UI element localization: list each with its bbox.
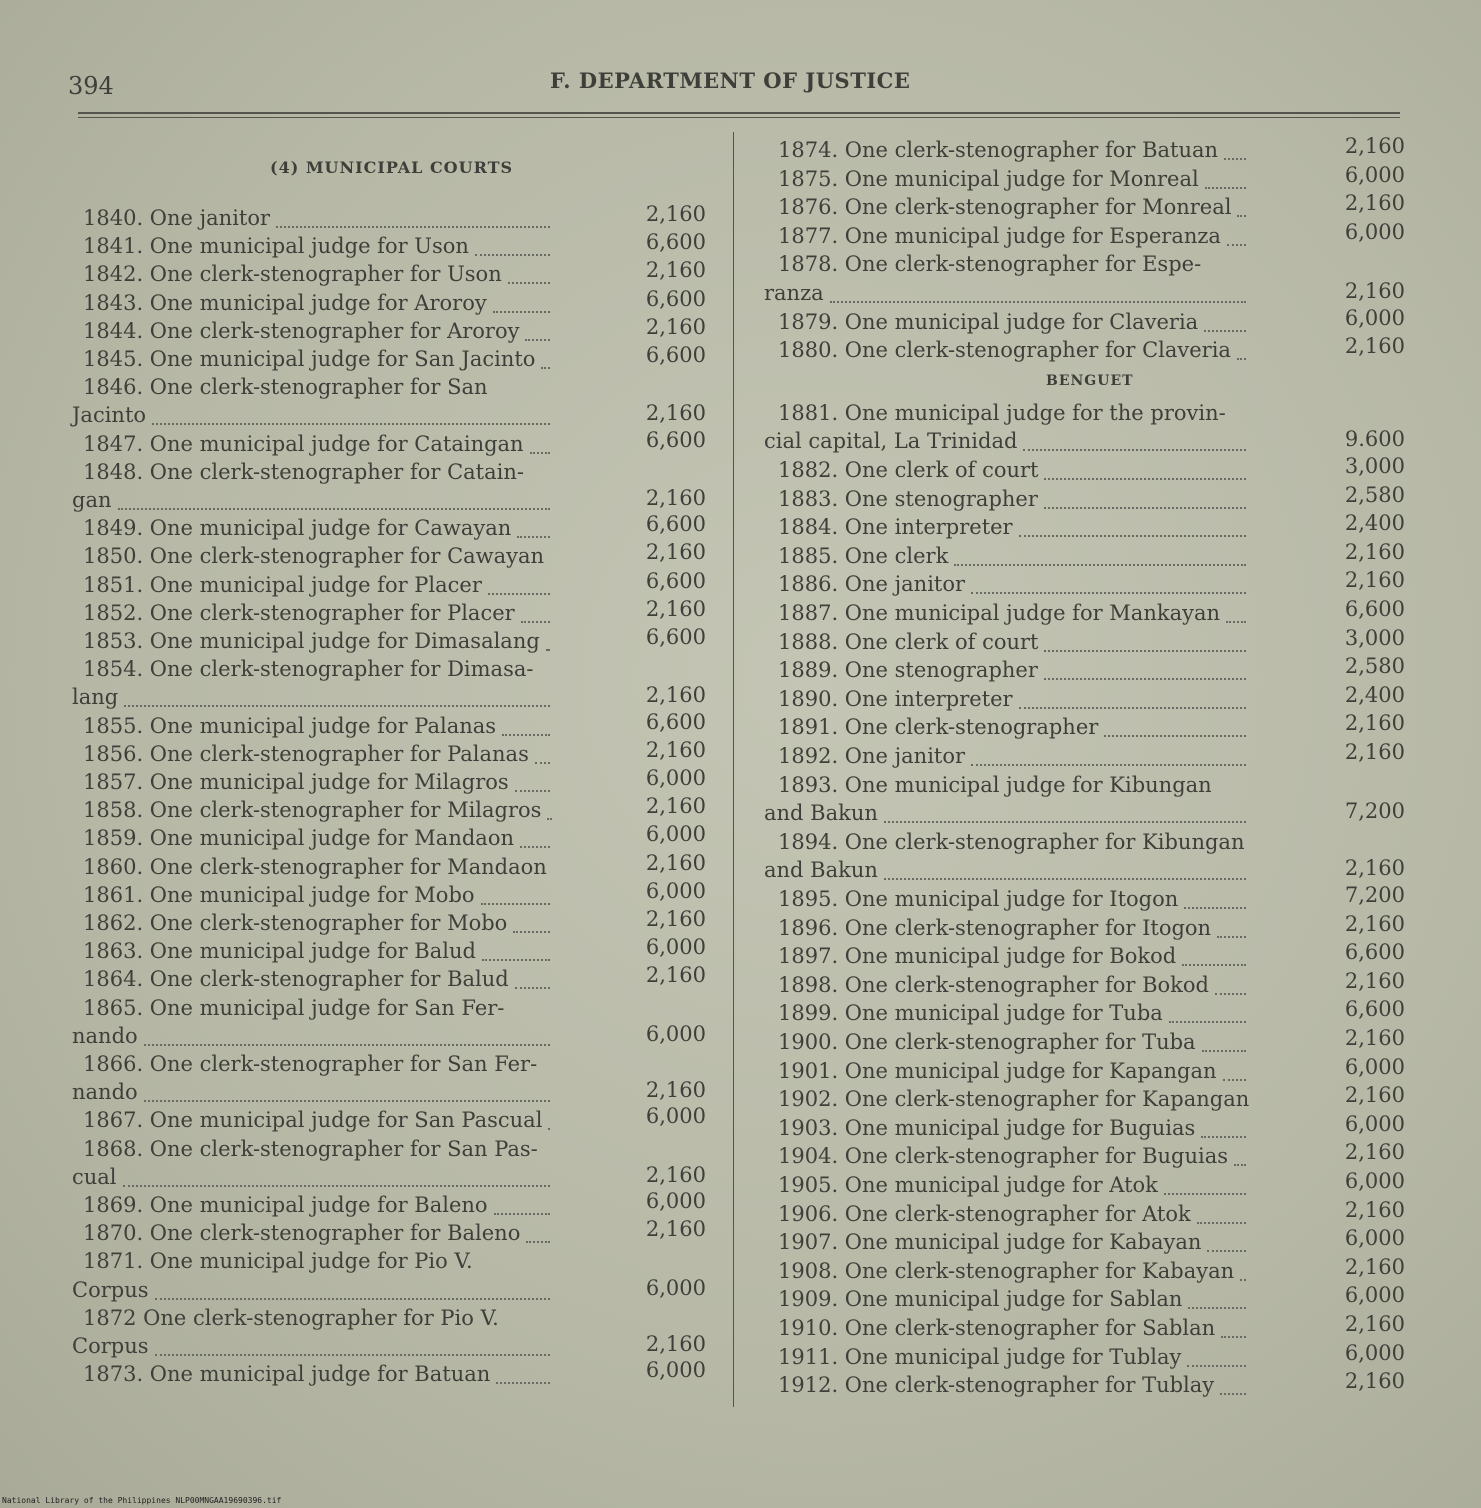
appropriation-item — [66, 625, 726, 657]
leader-dots — [1237, 358, 1246, 360]
item-text: 1894. One clerk-stenographer for Kibungan — [778, 829, 1245, 854]
item-text: 1845. One municipal judge for San Jacinto — [83, 347, 536, 371]
leader-dots — [494, 1213, 550, 1215]
item-amount: 6,600 — [645, 625, 706, 649]
item-amount: 6,000 — [1344, 162, 1405, 187]
leader-dots — [517, 536, 550, 538]
item-amount: 6,000 — [645, 1189, 706, 1213]
item-text: 1867. One municipal judge for San Pascual — [83, 1108, 543, 1133]
item-text: 1901. One municipal judge for Kapangan — [778, 1058, 1217, 1083]
appropriation-item — [760, 940, 1410, 972]
leader-dots — [1223, 1079, 1247, 1081]
item-text: 1846. One clerk-stenographer for San — [83, 375, 488, 400]
item-amount: 2,160 — [1344, 1254, 1405, 1279]
leader-dots — [1169, 1021, 1246, 1023]
leader-dots — [513, 931, 550, 933]
item-text: 1857. One municipal judge for Milagros — [83, 770, 509, 794]
leader-dots — [1221, 1336, 1246, 1338]
item-text: 1878. One clerk-stenographer for Espe- — [778, 252, 1202, 277]
item-text: 1892. One janitor — [778, 744, 966, 768]
item-amount: 6,600 — [645, 512, 706, 537]
appropriation-item — [760, 883, 1410, 915]
item-text: 1863. One municipal judge for Balud — [83, 939, 476, 964]
item-text: 1907. One municipal judge for Kabayan — [778, 1230, 1202, 1255]
item-amount: 2,160 — [1344, 1140, 1405, 1165]
item-text-continued: nando — [72, 1080, 138, 1105]
item-amount: 2,160 — [645, 258, 706, 283]
item-amount: 9.600 — [1344, 427, 1405, 452]
leader-dots — [971, 764, 1246, 766]
item-text: 1858. One clerk-stenographer for Milagros — [83, 798, 542, 823]
item-text: 1873. One municipal judge for Batuan — [83, 1362, 491, 1387]
appropriation-item — [760, 511, 1410, 543]
appropriation-item — [760, 482, 1410, 515]
item-amount: 6,000 — [1344, 1340, 1405, 1365]
appropriation-item — [760, 400, 1410, 454]
leader-dots — [123, 1185, 550, 1187]
item-amount: 6,000 — [645, 1021, 706, 1046]
item-text: 1909. One municipal judge for Sablan — [778, 1287, 1183, 1312]
appropriation-item — [66, 343, 726, 375]
item-text: 1872 One clerk-stenographer for Pio V. — [83, 1305, 499, 1330]
leader-dots — [830, 301, 1246, 303]
item-amount: 2,160 — [1344, 1026, 1405, 1050]
leader-dots — [493, 311, 550, 313]
item-amount: 2,160 — [1344, 278, 1405, 303]
appropriation-item — [760, 219, 1410, 252]
leader-dots — [1019, 535, 1246, 537]
appropriation-item — [760, 1340, 1410, 1373]
item-amount: 6,000 — [1344, 1111, 1405, 1136]
item-amount: 6,600 — [645, 709, 706, 734]
item-text: 1874. One clerk-stenographer for Batuan — [778, 138, 1219, 162]
appropriation-item — [760, 1026, 1410, 1058]
leader-dots — [1044, 650, 1246, 652]
appropriation-item — [760, 1369, 1410, 1401]
leader-dots — [1234, 1164, 1246, 1166]
leader-dots — [508, 282, 550, 284]
item-amount: 2,160 — [645, 737, 706, 762]
appropriation-item — [760, 968, 1410, 1001]
item-amount: 2,160 — [645, 850, 706, 875]
leader-dots — [1227, 244, 1246, 246]
appropriation-item — [760, 682, 1410, 715]
leader-dots — [144, 1044, 550, 1046]
item-text: 1906. One clerk-stenographer for Atok — [778, 1201, 1191, 1226]
running-head-title: F. DEPARTMENT OF JUSTICE — [550, 68, 911, 93]
leader-dots — [971, 592, 1246, 594]
item-amount: 2,160 — [1344, 1083, 1405, 1108]
leader-dots — [1215, 993, 1246, 995]
item-amount: 2,580 — [1344, 482, 1405, 507]
appropriation-item — [66, 1305, 726, 1358]
leader-dots — [548, 1128, 550, 1130]
leader-dots — [546, 649, 550, 651]
appropriation-item — [760, 334, 1410, 366]
item-text: 1877. One municipal judge for Esperanza — [778, 223, 1221, 248]
item-text: 1864. One clerk-stenographer for Balud — [83, 967, 509, 992]
item-text: 1842. One clerk-stenographer for Uson — [83, 262, 502, 287]
item-text: 1860. One clerk-stenographer for Mandaon — [83, 854, 547, 879]
item-amount: 6,000 — [1344, 305, 1405, 330]
item-amount: 2,400 — [1344, 682, 1405, 707]
appropriation-item — [66, 1217, 726, 1249]
leader-dots — [118, 508, 551, 510]
item-amount: 2,160 — [645, 963, 706, 988]
item-amount: 6,000 — [1344, 1226, 1405, 1251]
leader-dots — [1217, 936, 1246, 938]
item-text: 1868. One clerk-stenographer for San Pas- — [83, 1136, 538, 1161]
item-text: 1876. One clerk-stenographer for Monreal — [778, 195, 1232, 220]
item-amount: 2,160 — [1344, 856, 1405, 881]
item-amount: 6,000 — [645, 935, 706, 960]
item-text: 1908. One clerk-stenographer for Kabayan — [778, 1258, 1235, 1283]
item-amount: 2,160 — [645, 1078, 706, 1103]
appropriation-item — [66, 375, 726, 428]
item-text-continued: nando — [72, 1023, 138, 1048]
item-text: 1865. One municipal judge for San Fer- — [83, 995, 505, 1020]
item-amount: 2,160 — [1344, 334, 1405, 359]
item-text: 1847. One municipal judge for Cataingan — [83, 431, 524, 456]
appropriation-item — [760, 711, 1410, 743]
appropriation-item — [760, 252, 1410, 305]
item-amount: 2,160 — [645, 683, 706, 708]
appropriation-item — [760, 1054, 1410, 1087]
item-amount: 6,000 — [645, 822, 706, 847]
item-text: 1899. One municipal judge for Tuba — [778, 1001, 1163, 1026]
item-amount: 2,160 — [1344, 539, 1405, 564]
appropriation-item — [760, 772, 1410, 826]
item-amount: 7,200 — [1344, 799, 1405, 824]
item-text: 1902. One clerk-stenographer for Kapangan — [778, 1087, 1250, 1112]
item-amount: 2,580 — [1344, 654, 1405, 679]
item-text: 1859. One municipal judge for Mandaon — [83, 826, 514, 851]
appropriation-item — [760, 597, 1410, 629]
item-amount: 6,000 — [1344, 1169, 1405, 1193]
item-text: 1883. One stenographer — [778, 486, 1038, 511]
appropriation-item — [760, 162, 1410, 195]
leader-dots — [1197, 1222, 1246, 1224]
page-number: 394 — [68, 72, 114, 100]
item-text-continued: Corpus — [72, 1333, 149, 1358]
item-text: 1889. One stenographer — [778, 658, 1038, 683]
item-text-continued: cual — [72, 1164, 117, 1189]
item-amount: 6,000 — [1344, 1283, 1405, 1308]
appropriation-item — [760, 134, 1410, 166]
appropriation-item — [66, 1104, 726, 1136]
appropriation-item — [760, 1283, 1410, 1315]
item-amount: 2,160 — [1344, 968, 1405, 993]
leader-dots — [884, 878, 1246, 880]
leader-dots — [488, 593, 550, 595]
leader-dots — [1019, 707, 1246, 709]
leader-dots — [1104, 735, 1246, 737]
item-text: 1895. One municipal judge for Itogon — [778, 887, 1179, 911]
leader-dots — [276, 226, 550, 228]
appropriation-item — [66, 963, 726, 995]
appropriation-item — [760, 997, 1410, 1029]
header-rule-thin — [78, 117, 1400, 118]
item-text: 1887. One municipal judge for Mankayan — [778, 601, 1221, 625]
scan-footer-note: National Library of the Philippines NLP00MNGAA19690396.tif — [2, 1496, 282, 1505]
item-amount: 6,000 — [645, 1358, 706, 1383]
appropriation-item — [66, 427, 726, 460]
leader-dots — [1164, 1193, 1246, 1195]
leader-dots — [1201, 1136, 1246, 1138]
leader-dots — [1182, 964, 1246, 966]
item-text: 1904. One clerk-stenographer for Buguias — [778, 1144, 1229, 1169]
item-amount: 2,160 — [645, 540, 706, 565]
item-text: 1881. One municipal judge for the provin- — [778, 400, 1226, 425]
item-amount: 6,000 — [1344, 219, 1405, 244]
item-text: 1856. One clerk-stenographer for Palanas — [83, 741, 529, 766]
item-text: 1888. One clerk of court — [778, 629, 1039, 654]
leader-dots — [1023, 449, 1246, 451]
item-amount: 6,600 — [645, 286, 706, 311]
item-amount: 6,000 — [1344, 1054, 1405, 1079]
leader-dots — [515, 790, 550, 792]
appropriation-item — [760, 454, 1410, 486]
leader-dots — [530, 452, 550, 454]
appropriation-item — [760, 1197, 1410, 1230]
item-amount: 2,160 — [1344, 911, 1405, 936]
item-amount: 6,000 — [645, 1275, 706, 1300]
leader-dots — [1237, 215, 1246, 217]
item-text: 1862. One clerk-stenographer for Mobo — [83, 911, 508, 935]
item-text: 1871. One municipal judge for Pio V. — [83, 1249, 473, 1274]
appropriation-item — [760, 305, 1410, 338]
leader-dots — [1044, 678, 1246, 680]
item-text: 1898. One clerk-stenographer for Bokod — [778, 972, 1209, 997]
item-text: 1870. One clerk-stenographer for Baleno — [83, 1221, 521, 1246]
item-text: 1880. One clerk-stenographer for Claveria — [778, 338, 1231, 363]
item-text: 1893. One municipal judge for Kibungan — [778, 772, 1212, 797]
item-amount: 6,600 — [1344, 997, 1405, 1022]
item-text-continued: lang — [72, 685, 119, 710]
item-text: 1910. One clerk-stenographer for Sablan — [778, 1316, 1216, 1340]
item-text: 1852. One clerk-stenographer for Placer — [83, 600, 515, 625]
item-amount: 2,160 — [1344, 740, 1405, 764]
appropriation-item — [760, 1140, 1410, 1172]
item-text: 1900. One clerk-stenographer for Tuba — [778, 1030, 1196, 1054]
item-text: 1850. One clerk-stenographer for Cawayan — [83, 544, 545, 569]
leader-dots — [481, 903, 550, 905]
item-amount: 6,600 — [1344, 940, 1405, 965]
item-amount: 6,600 — [1344, 597, 1405, 621]
item-amount: 2,160 — [645, 401, 706, 426]
item-text: 1840. One janitor — [83, 206, 271, 230]
item-text: 1843. One municipal judge for Aroroy — [83, 290, 487, 315]
item-amount: 6,600 — [645, 568, 706, 593]
item-text: 1854. One clerk-stenographer for Dimasa- — [83, 657, 534, 682]
leader-dots — [482, 959, 550, 961]
item-text: 1912. One clerk-stenographer for Tublay — [778, 1373, 1215, 1398]
leader-dots — [1187, 1365, 1246, 1367]
item-amount: 2,160 — [1344, 568, 1405, 593]
leader-dots — [475, 254, 550, 256]
appropriation-item — [760, 1083, 1410, 1115]
leader-dots — [525, 339, 550, 341]
leader-dots — [520, 846, 550, 848]
header-rule — [78, 112, 1400, 114]
leader-dots — [496, 1382, 550, 1384]
leader-dots — [144, 1100, 550, 1102]
item-text: 1861. One municipal judge for Mobo — [83, 882, 475, 907]
item-amount: 2,160 — [645, 596, 706, 621]
appropriation-item — [760, 829, 1410, 883]
item-text-continued: and Bakun — [764, 858, 878, 883]
item-amount: 2,160 — [1344, 1369, 1405, 1394]
item-amount: 2,160 — [1344, 134, 1405, 158]
item-text: 1884. One interpreter — [778, 515, 1013, 540]
item-amount: 2,160 — [1344, 1312, 1405, 1336]
leader-dots — [515, 987, 550, 989]
item-text: 1844. One clerk-stenographer for Aroroy — [83, 318, 520, 343]
item-text-continued: Jacinto — [72, 403, 147, 428]
appropriation-item — [760, 740, 1410, 772]
appropriation-item — [66, 995, 726, 1048]
appropriation-item — [760, 625, 1410, 658]
leader-dots — [1240, 1279, 1246, 1281]
leader-dots — [884, 821, 1246, 823]
appropriation-item — [66, 657, 726, 710]
leader-dots — [502, 734, 550, 736]
item-amount: 2,160 — [645, 1162, 706, 1187]
leader-dots — [547, 818, 550, 820]
item-amount: 2,400 — [1344, 511, 1405, 536]
item-amount: 2,160 — [1344, 191, 1405, 216]
appropriation-item — [66, 459, 726, 512]
item-text-continued: Corpus — [72, 1277, 149, 1302]
appropriation-item — [66, 1052, 726, 1105]
leader-dots — [1226, 621, 1246, 623]
leader-dots — [1207, 1250, 1246, 1252]
appropriation-item — [66, 1358, 726, 1390]
item-amount: 2,160 — [645, 1217, 706, 1242]
appropriation-item — [760, 1226, 1410, 1258]
appropriation-item — [760, 539, 1410, 572]
appropriation-item — [760, 191, 1410, 223]
leader-dots — [1044, 507, 1246, 509]
item-amount: 6,000 — [645, 1104, 706, 1129]
item-amount: 2,160 — [645, 314, 706, 339]
item-text: 1849. One municipal judge for Cawayan — [83, 516, 512, 541]
leader-dots — [1220, 1393, 1246, 1395]
appropriation-item — [760, 1169, 1410, 1201]
leader-dots — [1205, 187, 1246, 189]
leader-dots — [521, 621, 550, 623]
leader-dots — [526, 1241, 550, 1243]
item-amount: 6,600 — [645, 343, 706, 367]
item-amount: 6,600 — [645, 427, 706, 452]
appropriation-item — [66, 1249, 726, 1302]
item-text: 1896. One clerk-stenographer for Itogon — [778, 915, 1212, 940]
column-divider — [733, 132, 734, 1407]
item-amount: 7,200 — [1344, 883, 1405, 907]
leader-dots — [1202, 1050, 1246, 1052]
leader-dots — [155, 1298, 551, 1300]
item-amount: 6,000 — [645, 766, 706, 790]
item-amount: 6,600 — [645, 230, 706, 255]
appropriation-item — [66, 1136, 726, 1189]
item-text: 1890. One interpreter — [778, 686, 1013, 711]
item-text: 1897. One municipal judge for Bokod — [778, 944, 1177, 969]
item-amount: 3,000 — [1344, 625, 1405, 650]
appropriation-item — [760, 1111, 1410, 1144]
item-text: 1841. One municipal judge for Uson — [83, 234, 469, 259]
leader-dots — [535, 762, 550, 764]
item-amount: 2,160 — [645, 202, 706, 226]
item-text: 1911. One municipal judge for Tublay — [778, 1344, 1182, 1369]
item-text: 1886. One janitor — [778, 572, 966, 597]
leader-dots — [1224, 158, 1246, 160]
item-amount: 2,160 — [645, 485, 706, 510]
item-text: 1891. One clerk-stenographer — [778, 715, 1099, 740]
item-text: 1853. One municipal judge for Dimasalang — [83, 629, 540, 653]
item-amount: 2,160 — [1344, 1197, 1405, 1222]
item-text-continued: and Bakun — [764, 801, 878, 826]
appropriation-item — [760, 1254, 1410, 1287]
item-text: 1851. One municipal judge for Placer — [83, 572, 482, 597]
item-text-continued: gan — [72, 487, 112, 512]
section-title: (4) MUNICIPAL COURTS — [270, 158, 514, 177]
leader-dots — [1204, 330, 1246, 332]
leader-dots — [155, 1354, 551, 1356]
item-amount: 6,000 — [645, 878, 706, 903]
appropriation-item — [760, 568, 1410, 600]
leader-dots — [1184, 907, 1246, 909]
item-text: 1875. One municipal judge for Monreal — [778, 166, 1199, 191]
item-text: 1866. One clerk-stenographer for San Fer- — [83, 1052, 538, 1076]
leader-dots — [541, 367, 550, 369]
item-text: 1848. One clerk-stenographer for Catain- — [83, 459, 524, 484]
leader-dots — [1044, 478, 1246, 480]
leader-dots — [954, 564, 1246, 566]
leader-dots — [124, 705, 550, 707]
item-amount: 3,000 — [1344, 454, 1405, 478]
item-text-continued: cial capital, La Trinidad — [764, 429, 1018, 454]
leader-dots — [152, 423, 550, 425]
item-amount: 2,160 — [645, 1331, 706, 1356]
appropriation-item — [760, 654, 1410, 686]
leader-dots — [1188, 1307, 1246, 1309]
benguet-subheading: BENGUET — [1046, 372, 1134, 389]
item-text: 1885. One clerk — [778, 543, 949, 568]
item-amount: 2,160 — [1344, 711, 1405, 736]
item-text-continued: ranza — [764, 280, 824, 305]
item-text: 1903. One municipal judge for Buguias — [778, 1115, 1196, 1140]
item-text: 1855. One municipal judge for Palanas — [83, 713, 497, 738]
item-text: 1905. One municipal judge for Atok — [778, 1173, 1158, 1197]
item-text: 1879. One municipal judge for Claveria — [778, 309, 1199, 334]
appropriation-item — [760, 1312, 1410, 1344]
item-amount: 2,160 — [645, 907, 706, 931]
item-amount: 2,160 — [645, 794, 706, 819]
item-text: 1869. One municipal judge for Baleno — [83, 1193, 488, 1217]
appropriation-item — [760, 911, 1410, 944]
item-text: 1882. One clerk of court — [778, 458, 1039, 482]
